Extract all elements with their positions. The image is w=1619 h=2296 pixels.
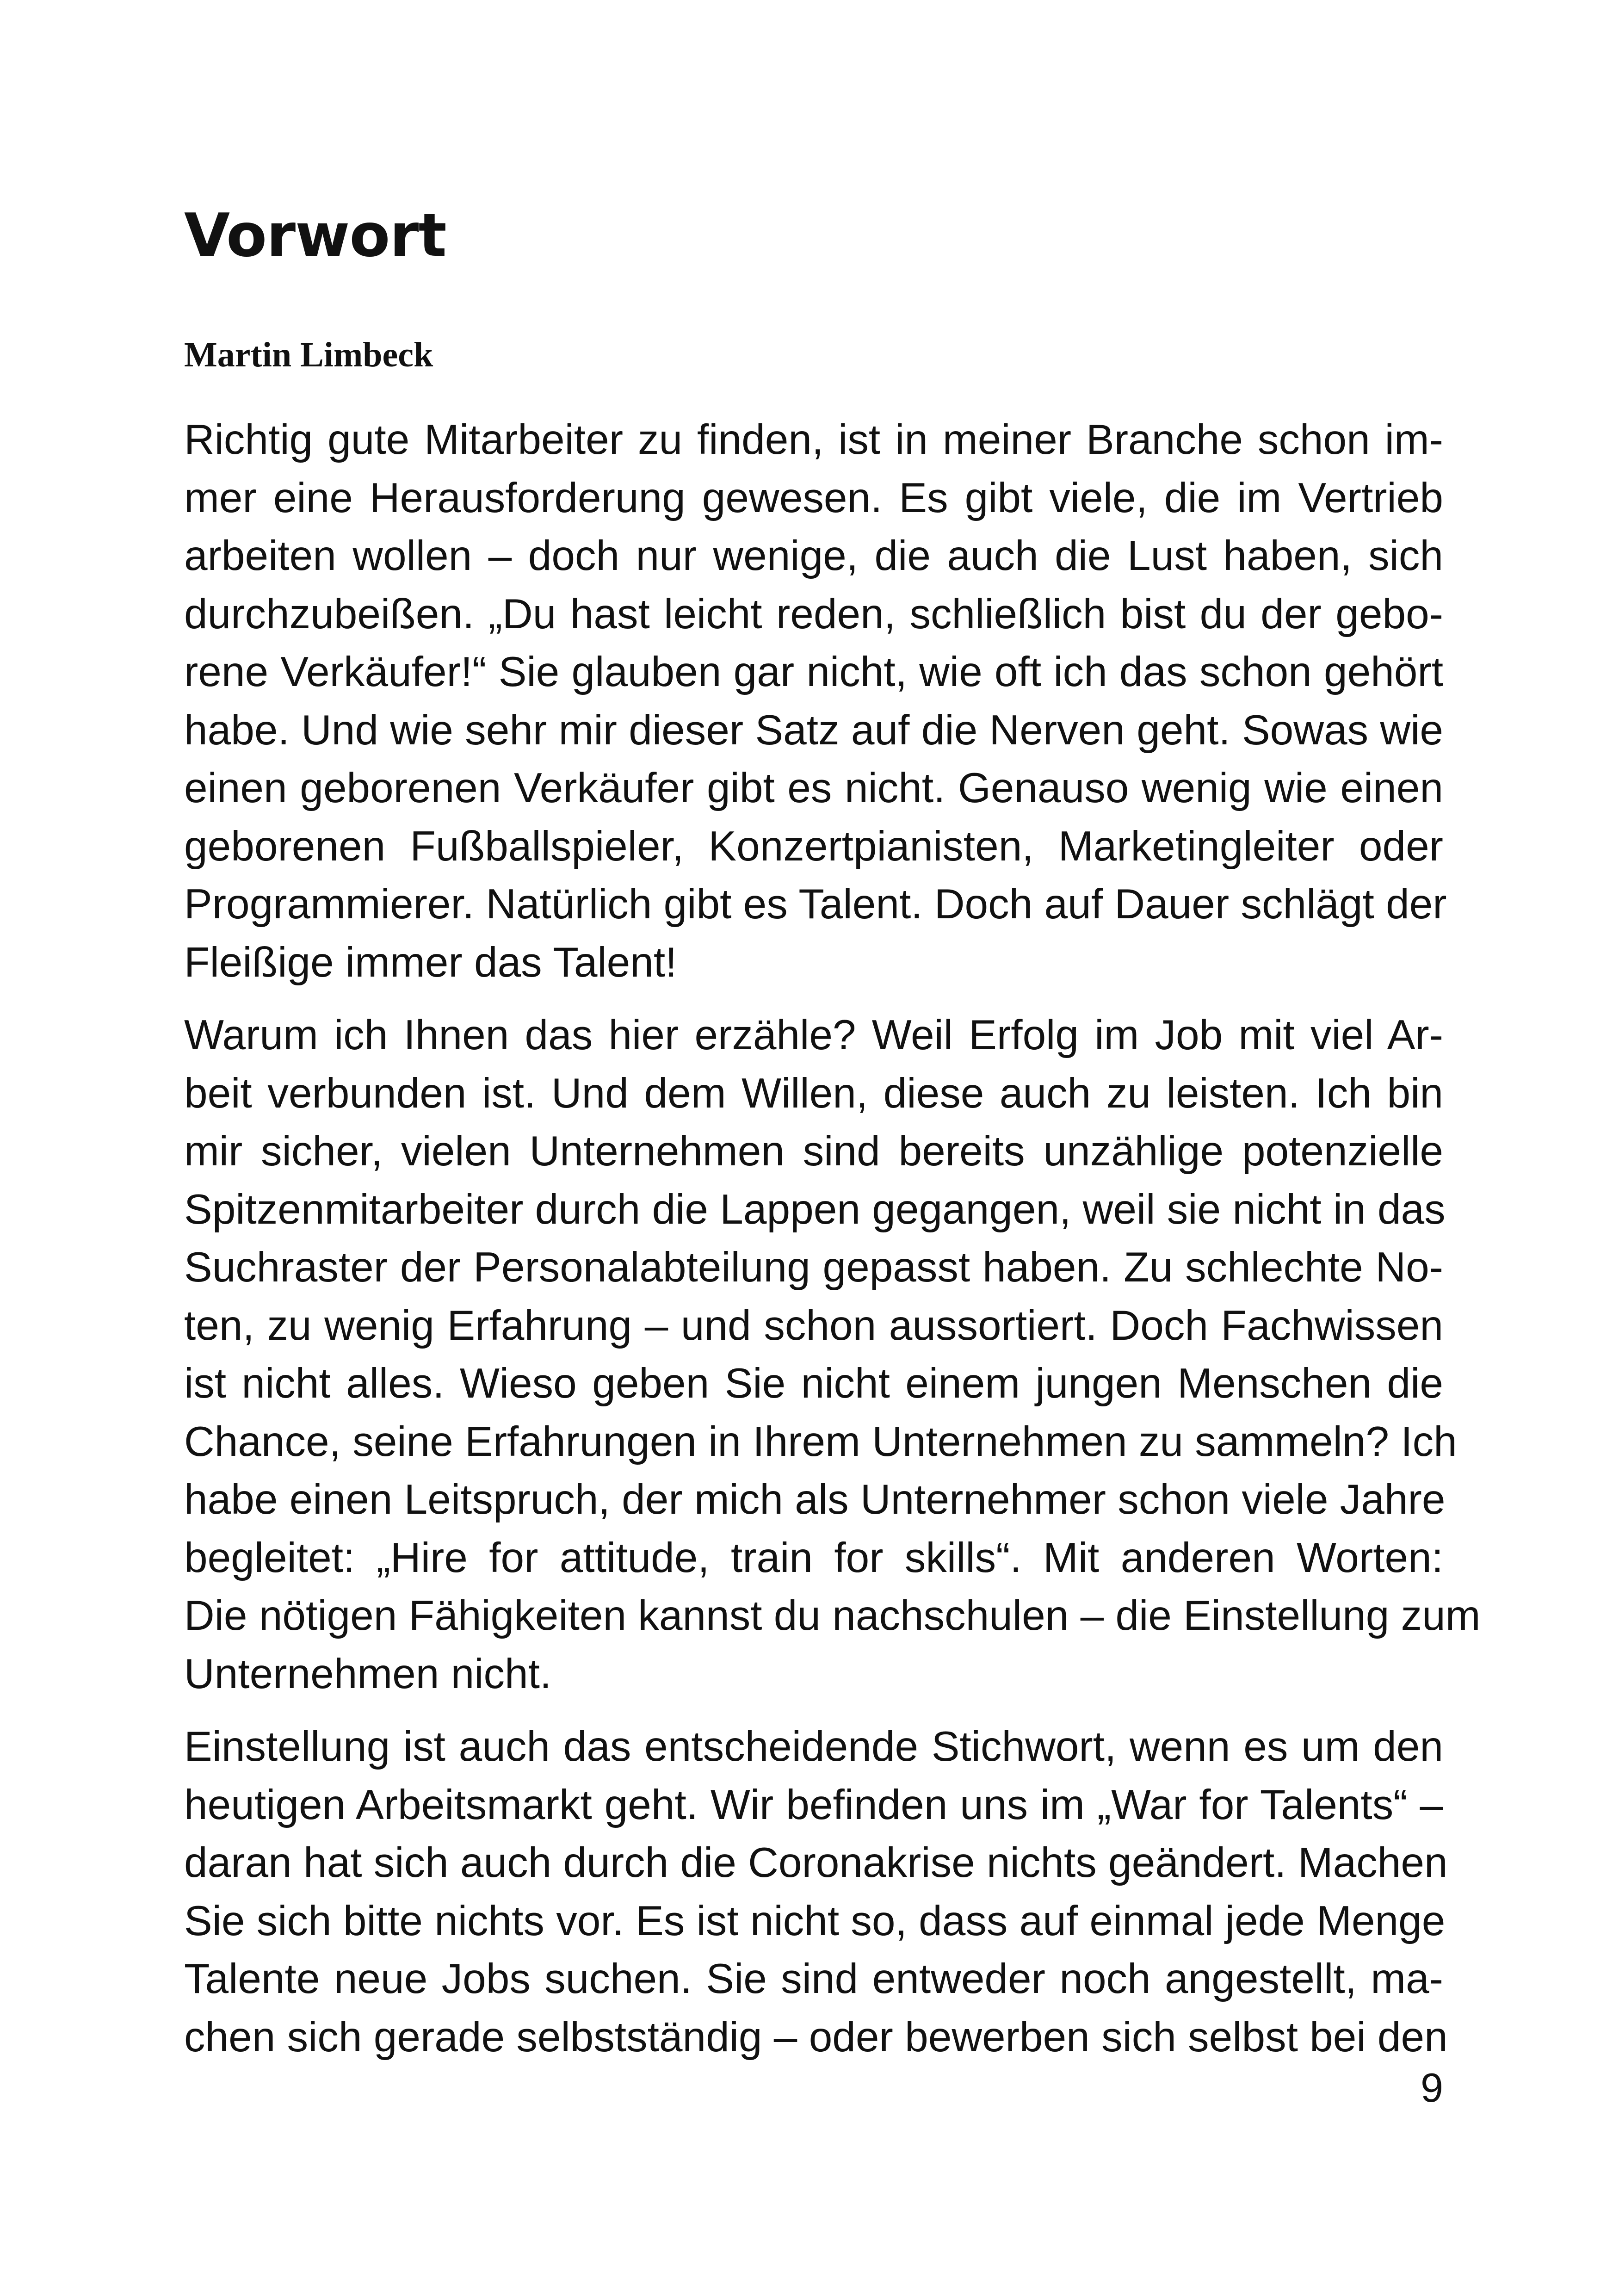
- text-line: heutigen Arbeitsmarkt geht. Wir befinden uns im „War for Talents“ –: [184, 1781, 1443, 1828]
- text-line: durchzubeißen. „Du hast leicht reden, schließlich bist du der gebo-: [184, 590, 1443, 637]
- text-line: rene Verkäufer!“ Sie glauben gar nicht, wie oft ich das schon gehört: [184, 649, 1443, 695]
- page-number: 9: [1421, 2065, 1443, 2110]
- text-line: mir sicher, vielen Unternehmen sind bereits unzählige potenzielle: [184, 1128, 1443, 1175]
- text-line: habe einen Leitspruch, der mich als Unternehmer schon viele Jahre: [184, 1476, 1446, 1523]
- chapter-title: Vorwort: [184, 201, 446, 270]
- text-line: beit verbunden ist. Und dem Willen, diese auch zu leisten. Ich bin: [184, 1070, 1443, 1117]
- text-line: ten, zu wenig Erfahrung – und schon aussortiert. Doch Fachwissen: [184, 1302, 1443, 1349]
- text-line: begleitet: „Hire for attitude, train for skills“. Mit anderen Worten:: [184, 1534, 1443, 1581]
- text-line: ist nicht alles. Wieso geben Sie nicht einem jungen Menschen die: [184, 1360, 1443, 1407]
- text-line: Fleißige immer das Talent!: [184, 939, 677, 986]
- text-line: habe. Und wie sehr mir dieser Satz auf die Nerven geht. Sowas wie: [184, 706, 1443, 754]
- text-line: Programmierer. Natürlich gibt es Talent. Doch auf Dauer schlägt der: [184, 881, 1447, 928]
- text-line: Die nötigen Fähigkeiten kannst du nachschulen – die Einstellung zum: [184, 1592, 1481, 1639]
- text-line: Richtig gute Mitarbeiter zu finden, ist in meiner Branche schon im-: [184, 416, 1443, 463]
- text-line: einen geborenen Verkäufer gibt es nicht. Genauso wenig wie einen: [184, 765, 1443, 811]
- text-line: arbeiten wollen – doch nur wenige, die auch die Lust haben, sich: [184, 532, 1443, 579]
- text-line: Spitzenmitarbeiter durch die Lappen gegangen, weil sie nicht in das: [184, 1186, 1446, 1233]
- text-line: Suchraster der Personalabteilung gepasst haben. Zu schlechte No-: [184, 1244, 1443, 1291]
- paragraph-1: [184, 411, 1447, 991]
- text-line: Talente neue Jobs suchen. Sie sind entweder noch angestellt, ma-: [184, 1956, 1443, 2002]
- text-line: Sie sich bitte nichts vor. Es ist nicht so, dass auf einmal jede Menge: [184, 1897, 1446, 1944]
- paragraph-3: [184, 1718, 1448, 2066]
- author-name: Martin Limbeck: [184, 335, 433, 374]
- body-text: [184, 411, 1481, 2081]
- text-line: Warum ich Ihnen das hier erzähle? Weil Erfolg im Job mit viel Ar-: [184, 1012, 1443, 1058]
- text-line: daran hat sich auch durch die Coronakrise nichts geändert. Machen: [184, 1839, 1448, 1886]
- paragraph-2: [184, 1006, 1481, 1703]
- text-line: geborenen Fußballspieler, Konzertpianisten, Marketingleiter oder: [184, 823, 1443, 870]
- text-line: mer eine Herausforderung gewesen. Es gibt viele, die im Vertrieb: [184, 474, 1443, 521]
- text-line: Chance, seine Erfahrungen in Ihrem Unternehmen zu sammeln? Ich: [184, 1418, 1457, 1465]
- text-line: Einstellung ist auch das entscheidende Stichwort, wenn es um den: [184, 1723, 1443, 1770]
- text-line: chen sich gerade selbstständig – oder bewerben sich selbst bei den: [184, 2013, 1448, 2061]
- text-line: Unternehmen nicht.: [184, 1650, 552, 1697]
